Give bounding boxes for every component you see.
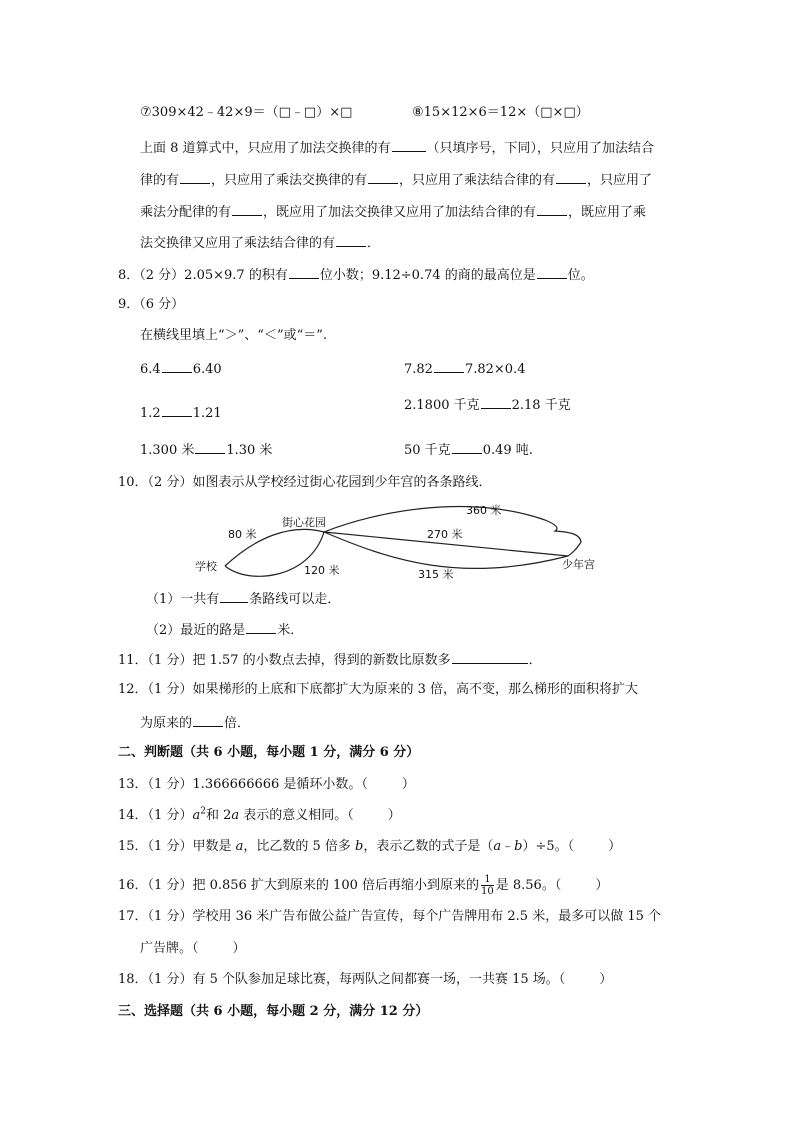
- answer-blank[interactable]: [289, 265, 319, 279]
- answer-blank[interactable]: [392, 138, 426, 152]
- answer-blank[interactable]: [556, 170, 586, 184]
- answer-blank[interactable]: [220, 589, 248, 603]
- answer-blank[interactable]: [336, 233, 366, 247]
- question-14: 14．（1 分）$a^2$和 2a 表示的意义相同。（ ）: [118, 806, 401, 823]
- palace-label: 少年宫: [562, 558, 595, 571]
- garden-label: 街心花园: [282, 516, 326, 529]
- q7-text-line-2: 律的有 ，只应用了乘法交换律的有 ，只应用了乘法结合律的有 ，只应用了: [140, 170, 652, 190]
- question-13: 13．（1 分）1.366666666 是循环小数。（ ）: [118, 777, 415, 792]
- answer-blank[interactable]: [162, 359, 192, 373]
- question-15: 15．（1 分）甲数是 a，比乙数的 5 倍多 b，表示乙数的式子是（a﹣b）÷5。（ ）: [118, 839, 622, 854]
- compare-item: 1.2 1.21: [140, 403, 222, 423]
- question-12-line-2: 为原来的 倍．: [140, 713, 250, 733]
- equation-7: ⑦309×42﹣42×9＝（□﹣□）×□: [140, 105, 353, 120]
- answer-blank[interactable]: [481, 395, 511, 409]
- answer-blank[interactable]: [537, 202, 567, 216]
- answer-blank[interactable]: [195, 440, 225, 454]
- equation-8: ⑧15×12×6＝12×（□×□）: [412, 105, 589, 120]
- answer-blank[interactable]: [232, 202, 262, 216]
- fraction: $\frac{1}{10}$: [481, 874, 494, 897]
- question-9-heading: 9．（6 分）: [118, 297, 185, 312]
- q7-text-line-4: 法交换律又应用了乘法结合律的有 ．: [140, 233, 380, 253]
- question-8: 8．（2 分）2.05×9.7 的积有 位小数；9.12÷0.74 的商的最高位是 位。: [118, 265, 594, 285]
- compare-item: 50 千克 0.49 吨.: [404, 440, 533, 460]
- answer-blank[interactable]: [452, 650, 528, 664]
- distance-label-315: 315 米: [418, 568, 454, 581]
- question-10-heading: 10．（2 分）如图表示从学校经过街心花园到少年宫的各条路线．: [118, 475, 492, 490]
- answer-blank[interactable]: [180, 170, 210, 184]
- compare-item: 7.82 7.82×0.4: [404, 359, 525, 379]
- route-diagram: [195, 498, 600, 583]
- question-11: 11．（1 分）把 1.57 的小数点去掉，得到的新数比原数多 ．: [118, 650, 542, 670]
- section-3-title: 三、选择题（共 6 小题，每小题 2 分，满分 12 分）: [118, 1004, 429, 1019]
- answer-blank[interactable]: [452, 440, 482, 454]
- question-10-sub-1: （1）一共有 条路线可以走．: [146, 589, 340, 609]
- school-label: 学校: [195, 560, 217, 573]
- question-17-line-2: 广告牌。（ ）: [140, 941, 246, 956]
- q7-text-line-1: 上面 8 道算式中，只应用了加法交换律的有 （只填序号，下同），只应用了加法结合: [140, 138, 654, 158]
- distance-label-120: 120 米: [304, 564, 340, 577]
- compare-item: 1.300 米 1.30 米: [140, 440, 272, 460]
- question-9-instruction: 在横线里填上“＞”、“＜”或“＝”.: [140, 328, 328, 343]
- question-16: 16．（1 分）把 0.856 扩大到原来的 100 倍后再缩小到原来的 $\frac{1}{10}$ 是 8.56。（ ）: [118, 874, 609, 897]
- distance-label-270: 270 米: [427, 528, 463, 541]
- answer-blank[interactable]: [193, 713, 223, 727]
- question-17-line-1: 17．（1 分）学校用 36 米广告布做公益广告宣传，每个广告牌用布 2.5 米，最多可以做 15 个: [118, 909, 661, 924]
- answer-blank[interactable]: [162, 403, 192, 417]
- answer-blank[interactable]: [246, 620, 276, 634]
- compare-item: 6.4 6.40: [140, 359, 222, 379]
- compare-item: 2.1800 千克 2.18 千克: [404, 395, 571, 415]
- answer-blank[interactable]: [434, 359, 464, 373]
- q7-text-line-3: 乘法分配律的有 ，既应用了加法交换律又应用了加法结合律的有 ，既应用了乘: [140, 202, 646, 222]
- question-10-sub-2: （2）最近的路是 米．: [146, 620, 303, 640]
- answer-blank[interactable]: [368, 170, 398, 184]
- answer-blank[interactable]: [537, 265, 567, 279]
- question-18: 18．（1 分）有 5 个队参加足球比赛，每两队之间都赛一场，一共赛 15 场。（ ）: [118, 972, 613, 987]
- distance-label-80: 80 米: [228, 528, 257, 541]
- section-2-title: 二、判断题（共 6 小题，每小题 1 分，满分 6 分）: [118, 745, 420, 760]
- question-12-line-1: 12．（1 分）如果梯形的上底和下底都扩大为原来的 3 倍，高不变，那么梯形的面积将扩大: [118, 682, 638, 697]
- distance-label-360: 360 米: [466, 504, 502, 517]
